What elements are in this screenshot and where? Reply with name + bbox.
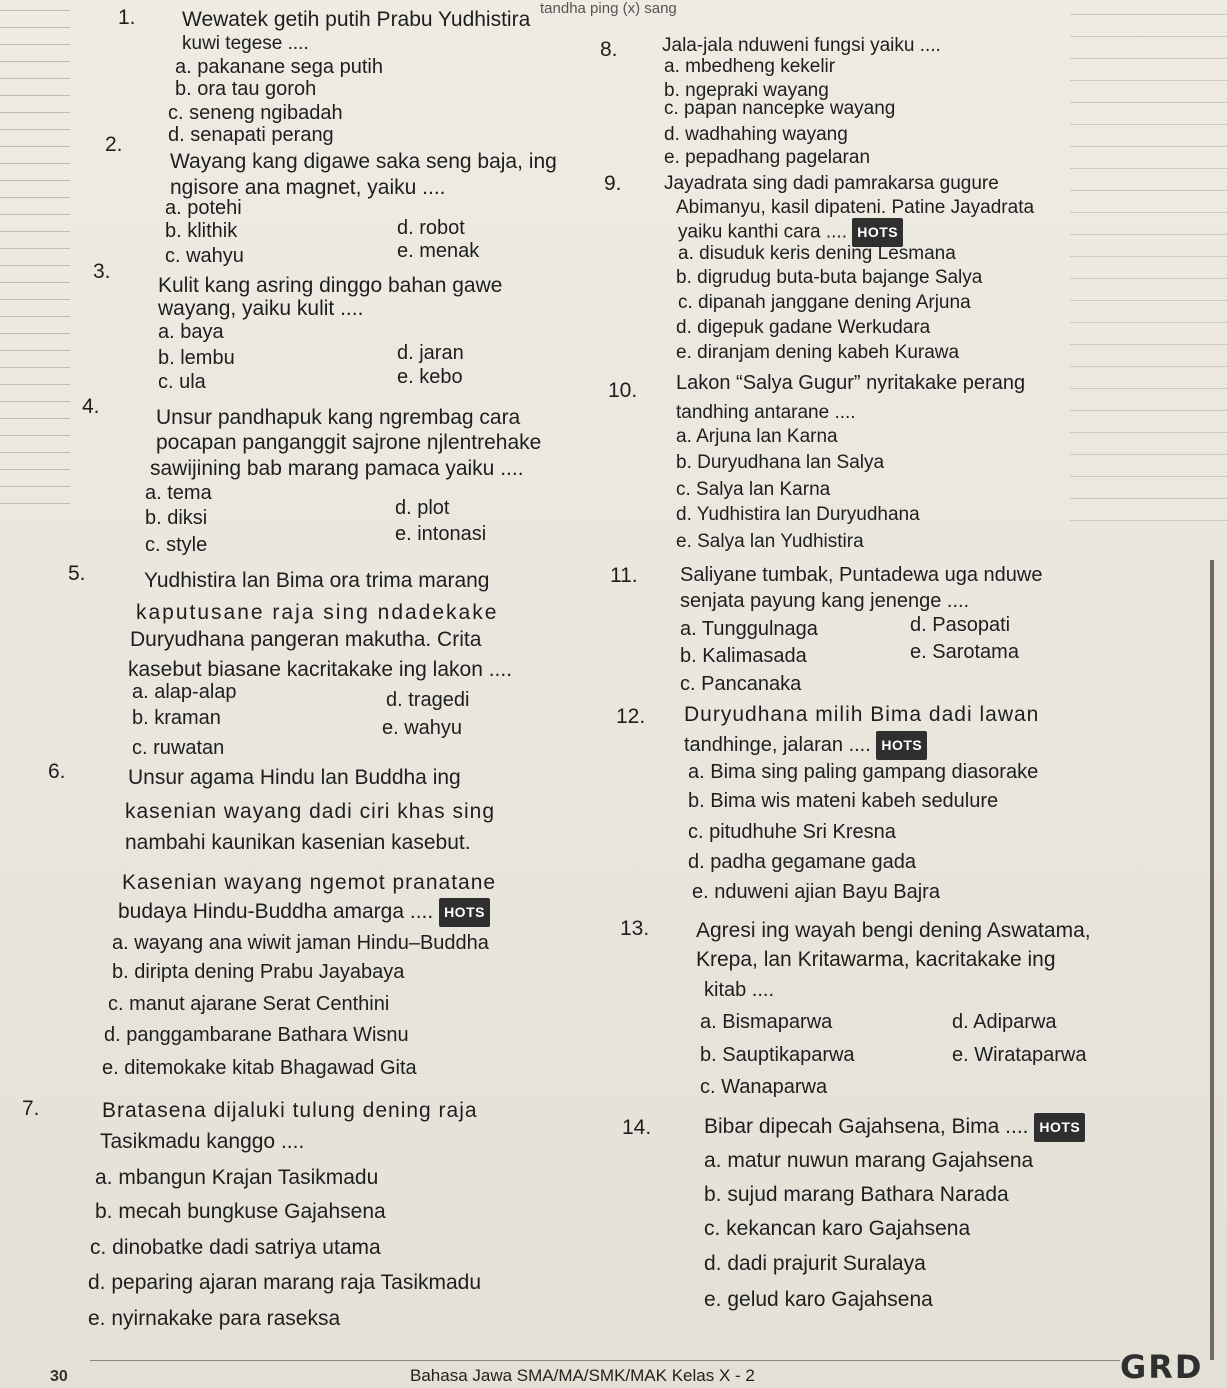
question-5-option[interactable]: e. wahyu bbox=[382, 717, 463, 739]
publisher-logo: GRD bbox=[1120, 1348, 1204, 1386]
question-13-number: 13. bbox=[620, 917, 650, 940]
question-4-option[interactable]: d. plot bbox=[395, 497, 450, 519]
question-6-stem-text: budaya Hindu-Buddha amarga .... bbox=[118, 900, 434, 924]
question-5-option[interactable]: d. tragedi bbox=[386, 689, 470, 711]
question-14-option[interactable]: e. gelud karo Gajahsena bbox=[704, 1288, 933, 1311]
question-10-option[interactable]: a. Arjuna lan Karna bbox=[676, 426, 838, 447]
question-12-option[interactable]: b. Bima wis mateni kabeh sedulure bbox=[688, 790, 999, 812]
question-6-option[interactable]: a. wayang ana wiwit jaman Hindu–Buddha bbox=[112, 932, 489, 954]
question-8-stem-line: Jala-jala nduweni fungsi yaiku .... bbox=[662, 35, 941, 56]
question-2-stem-line: Wayang kang digawe saka seng baja, ing bbox=[170, 150, 557, 173]
question-5-stem-line: kaputusane raja sing ndadekake bbox=[136, 601, 499, 624]
question-2-option[interactable]: d. robot bbox=[397, 217, 465, 239]
question-14-option[interactable]: a. matur nuwun marang Gajahsena bbox=[704, 1149, 1034, 1172]
question-1-option[interactable]: a. pakanane sega putih bbox=[175, 56, 383, 78]
question-9-option[interactable]: c. dipanah janggane dening Arjuna bbox=[678, 292, 971, 313]
question-12-stem-line: Duryudhana milih Bima dadi lawan bbox=[684, 703, 1040, 726]
question-9-option[interactable]: a. disuduk keris dening Lesmana bbox=[678, 243, 956, 264]
question-5-option[interactable]: c. ruwatan bbox=[132, 737, 225, 759]
question-11-option[interactable]: d. Pasopati bbox=[910, 614, 1011, 636]
question-11-option[interactable]: c. Pancanaka bbox=[680, 673, 802, 695]
question-9-option[interactable]: d. digepuk gadane Werkudara bbox=[676, 317, 931, 338]
question-13-option[interactable]: b. Sauptikaparwa bbox=[700, 1044, 855, 1066]
question-4-option[interactable]: c. style bbox=[145, 534, 208, 556]
question-10-number: 10. bbox=[608, 379, 638, 402]
question-3-number: 3. bbox=[93, 260, 111, 283]
question-12-option[interactable]: e. nduweni ajian Bayu Bajra bbox=[692, 881, 940, 903]
question-13-stem-line: kitab .... bbox=[704, 979, 775, 1001]
question-11-stem-line: senjata payung kang jenenge .... bbox=[680, 590, 970, 612]
question-6-option[interactable]: e. ditemokake kitab Bhagawad Gita bbox=[102, 1057, 417, 1079]
question-2-stem-line: ngisore ana magnet, yaiku .... bbox=[170, 176, 446, 199]
question-8-option[interactable]: d. wadhahing wayang bbox=[664, 124, 848, 145]
question-1-number: 1. bbox=[118, 6, 136, 29]
question-8-number: 8. bbox=[600, 38, 618, 61]
question-1-stem-line: Wewatek getih putih Prabu Yudhistira bbox=[182, 8, 531, 31]
question-2-option[interactable]: a. potehi bbox=[165, 197, 242, 219]
question-10-option[interactable]: c. Salya lan Karna bbox=[676, 479, 831, 500]
question-11-option[interactable]: b. Kalimasada bbox=[680, 645, 807, 667]
question-6-option[interactable]: d. panggambarane Bathara Wisnu bbox=[104, 1024, 409, 1046]
question-11-stem-line: Saliyane tumbak, Puntadewa uga nduwe bbox=[680, 564, 1043, 586]
question-10-option[interactable]: d. Yudhistira lan Duryudhana bbox=[676, 504, 920, 525]
page-number: 30 bbox=[50, 1368, 68, 1385]
question-1-option[interactable]: b. ora tau goroh bbox=[175, 78, 317, 100]
question-2-option[interactable]: b. klithik bbox=[165, 220, 238, 242]
binding-spiral-right bbox=[1070, 0, 1227, 540]
footer-title: Bahasa Jawa SMA/MA/SMK/MAK Kelas X - 2 bbox=[410, 1366, 755, 1385]
question-3-option[interactable]: c. ula bbox=[158, 371, 206, 393]
question-6-stem-line: Kasenian wayang ngemot pranatane bbox=[122, 871, 497, 894]
question-13-option[interactable]: a. Bismaparwa bbox=[700, 1011, 833, 1033]
question-7-option[interactable]: b. mecah bungkuse Gajahsena bbox=[95, 1200, 386, 1223]
question-13-stem-line: Agresi ing wayah bengi dening Aswatama, bbox=[696, 919, 1091, 942]
hots-badge: HOTS bbox=[1034, 1113, 1085, 1142]
question-10-option[interactable]: b. Duryudhana lan Salya bbox=[676, 452, 885, 473]
question-14-option[interactable]: b. sujud marang Bathara Narada bbox=[704, 1183, 1009, 1206]
question-1-option[interactable]: d. senapati perang bbox=[168, 124, 334, 146]
question-5-number: 5. bbox=[68, 562, 86, 585]
question-9-stem-line: Abimanyu, kasil dipateni. Patine Jayadrata bbox=[676, 197, 1035, 218]
question-1-stem-line: kuwi tegese .... bbox=[182, 33, 309, 54]
header-fragment: tandha ping (x) sang bbox=[540, 0, 677, 17]
footer-divider bbox=[90, 1360, 1120, 1361]
question-10-option[interactable]: e. Salya lan Yudhistira bbox=[676, 531, 864, 552]
question-14-stem-text: Bibar dipecah Gajahsena, Bima .... bbox=[704, 1115, 1029, 1139]
question-3-option[interactable]: b. lembu bbox=[158, 347, 235, 369]
question-13-option[interactable]: c. Wanaparwa bbox=[700, 1076, 828, 1098]
question-5-stem-line: Duryudhana pangeran makutha. Crita bbox=[130, 628, 482, 651]
question-14-option[interactable]: d. dadi prajurit Suralaya bbox=[704, 1252, 926, 1275]
question-10-stem-line: tandhing antarane .... bbox=[676, 402, 856, 423]
question-5-option[interactable]: b. kraman bbox=[132, 707, 221, 729]
question-11-option[interactable]: e. Sarotama bbox=[910, 641, 1019, 663]
question-7-stem-line: Bratasena dijaluki tulung dening raja bbox=[102, 1099, 478, 1122]
question-1-option[interactable]: c. seneng ngibadah bbox=[168, 102, 343, 124]
question-14-stem-line bbox=[704, 1113, 1085, 1142]
question-9-stem-line: Jayadrata sing dadi pamrakarsa gugure bbox=[664, 173, 999, 194]
question-8-option[interactable]: b. ngepraki wayang bbox=[664, 80, 829, 101]
question-2-option[interactable]: e. menak bbox=[397, 240, 480, 262]
question-9-stem-text: yaiku kanthi cara .... bbox=[678, 221, 847, 243]
question-7-option[interactable]: c. dinobatke dadi satriya utama bbox=[90, 1236, 381, 1259]
question-3-option[interactable]: d. jaran bbox=[397, 342, 464, 364]
question-12-option[interactable]: c. pitudhuhe Sri Kresna bbox=[688, 821, 896, 843]
question-11-number: 11. bbox=[610, 564, 638, 587]
question-12-option[interactable]: a. Bima sing paling gampang diasorake bbox=[688, 761, 1039, 783]
question-7-number: 7. bbox=[22, 1097, 40, 1120]
question-4-option[interactable]: b. diksi bbox=[145, 507, 208, 529]
question-7-option[interactable]: d. peparing ajaran marang raja Tasikmadu bbox=[88, 1271, 482, 1294]
question-14-option[interactable]: c. kekancan karo Gajahsena bbox=[704, 1217, 971, 1240]
question-14-number: 14. bbox=[622, 1116, 652, 1139]
question-6-stem-line bbox=[118, 898, 490, 927]
question-4-stem-line: sawijining bab marang pamaca yaiku .... bbox=[150, 457, 524, 480]
question-6-option[interactable]: b. diripta dening Prabu Jayabaya bbox=[112, 961, 405, 983]
question-9-option[interactable]: e. diranjam dening kabeh Kurawa bbox=[676, 342, 960, 363]
question-3-option[interactable]: e. kebo bbox=[397, 366, 463, 388]
question-9-option[interactable]: b. digrudug buta-buta bajange Salya bbox=[676, 267, 983, 288]
question-8-option[interactable]: c. papan nancepke wayang bbox=[664, 98, 896, 119]
question-6-option[interactable]: c. manut ajarane Serat Centhini bbox=[108, 993, 390, 1015]
question-13-stem-line: Krepa, lan Kritawarma, kacritakake ing bbox=[696, 948, 1056, 971]
question-3-option[interactable]: a. baya bbox=[158, 321, 224, 343]
question-6-stem-line: Unsur agama Hindu lan Buddha ing bbox=[128, 766, 461, 789]
question-3-stem-line: Kulit kang asring dinggo bahan gawe bbox=[158, 274, 503, 297]
question-10-stem-line: Lakon “Salya Gugur” nyritakake perang bbox=[676, 372, 1026, 394]
question-2-option[interactable]: c. wahyu bbox=[165, 245, 244, 267]
hots-badge: HOTS bbox=[439, 898, 490, 927]
question-5-stem-line: kasebut biasane kacritakake ing lakon .... bbox=[128, 658, 513, 681]
question-12-option[interactable]: d. padha gegamane gada bbox=[688, 851, 916, 873]
question-5-option[interactable]: a. alap-alap bbox=[132, 681, 237, 703]
question-4-number: 4. bbox=[82, 395, 100, 418]
question-6-number: 6. bbox=[48, 760, 66, 783]
question-7-option[interactable]: e. nyirnakake para raseksa bbox=[88, 1307, 341, 1330]
question-8-option[interactable]: a. mbedheng kekelir bbox=[664, 56, 836, 77]
question-8-option[interactable]: e. pepadhang pagelaran bbox=[664, 147, 871, 168]
question-6-stem-line: kasenian wayang dadi ciri khas sing bbox=[125, 800, 496, 823]
question-12-stem-line bbox=[684, 731, 927, 760]
binding-spiral-left bbox=[0, 0, 70, 520]
question-9-number: 9. bbox=[604, 172, 622, 195]
question-5-stem-line: Yudhistira lan Bima ora trima marang bbox=[144, 569, 490, 592]
hots-badge: HOTS bbox=[852, 218, 903, 247]
question-12-number: 12. bbox=[616, 705, 646, 728]
page-edge-line bbox=[1210, 560, 1214, 1360]
question-2-number: 2. bbox=[105, 133, 123, 156]
question-12-stem-text: tandhinge, jalaran .... bbox=[684, 733, 871, 756]
question-4-stem-line: Unsur pandhapuk kang ngrembag cara bbox=[156, 406, 521, 429]
question-3-stem-line: wayang, yaiku kulit .... bbox=[158, 297, 364, 320]
question-13-option[interactable]: d. Adiparwa bbox=[952, 1011, 1057, 1033]
hots-badge: HOTS bbox=[876, 731, 927, 760]
question-6-stem-line: nambahi kaunikan kasenian kasebut. bbox=[125, 831, 471, 854]
question-11-option[interactable]: a. Tunggulnaga bbox=[680, 618, 818, 640]
question-4-option[interactable]: a. tema bbox=[145, 482, 212, 504]
question-7-stem-line: Tasikmadu kanggo .... bbox=[100, 1130, 305, 1153]
question-4-option[interactable]: e. intonasi bbox=[395, 523, 487, 545]
question-13-option[interactable]: e. Wirataparwa bbox=[952, 1044, 1087, 1066]
question-4-stem-line: pocapan panganggit sajrone njlentrehake bbox=[156, 431, 542, 454]
question-7-option[interactable]: a. mbangun Krajan Tasikmadu bbox=[95, 1166, 379, 1189]
